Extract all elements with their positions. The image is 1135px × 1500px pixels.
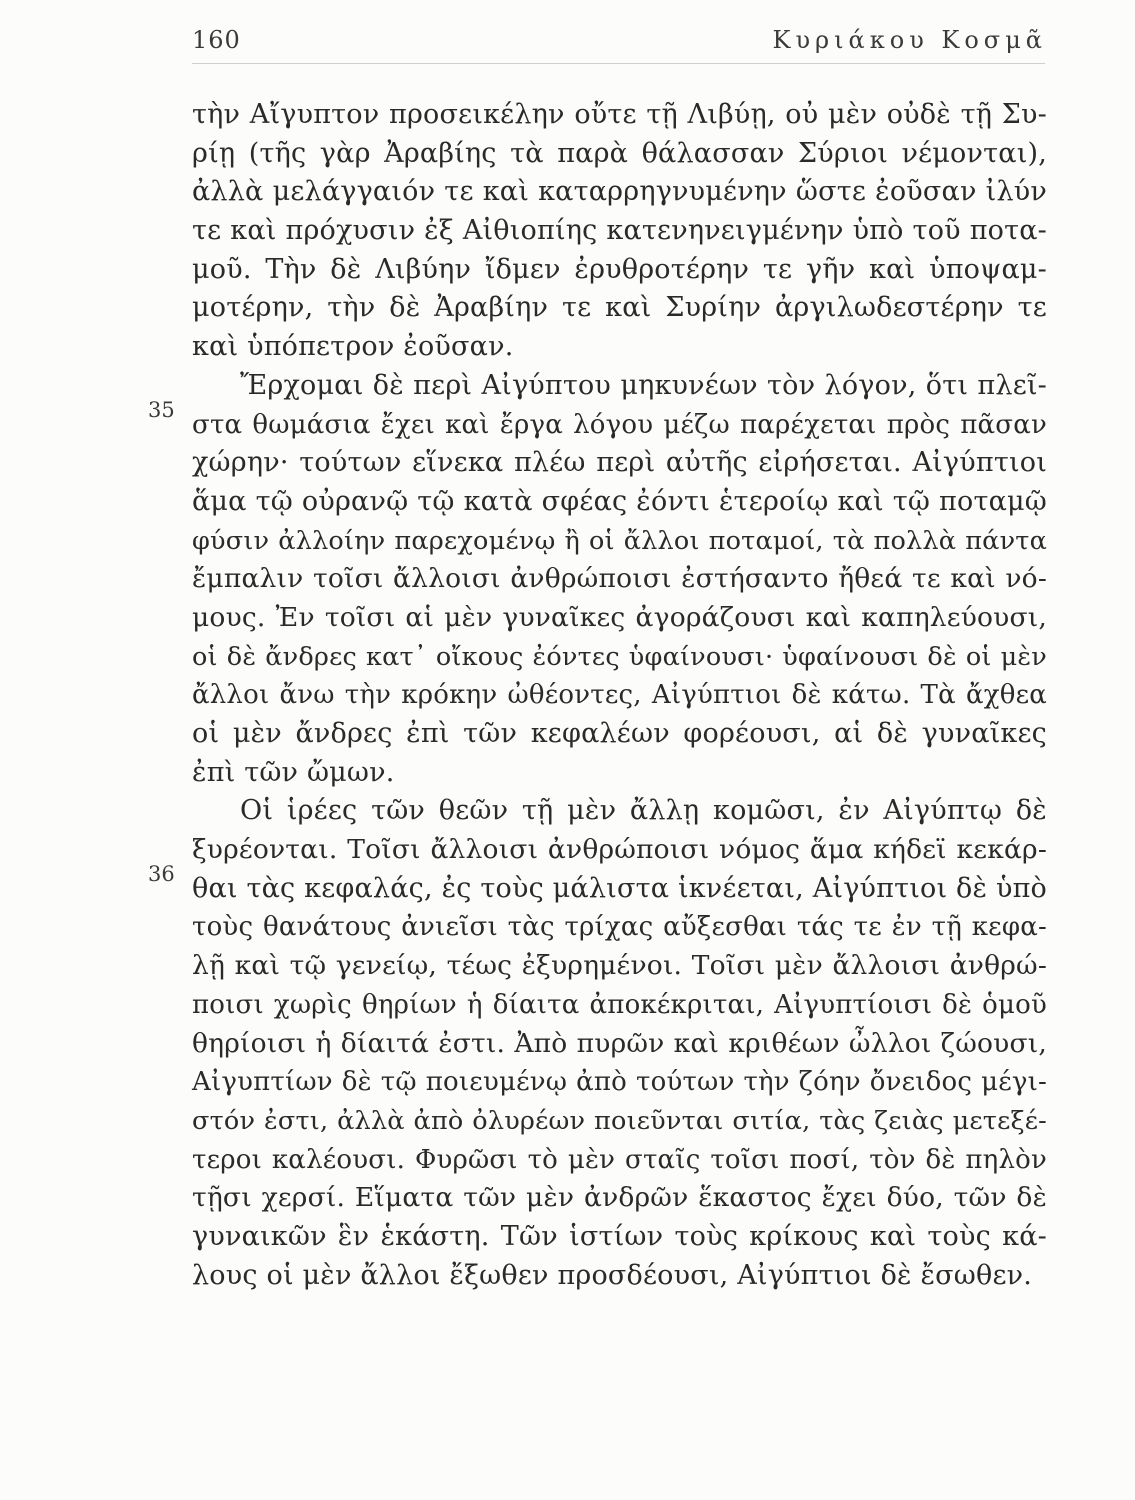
text-line: μοτέρην, τὴν δὲ Ἀραβίην τε καὶ Συρίην ἀργιλωδεστέρην τε [192, 292, 1047, 324]
text-line: ποισι χωρὶς θηρίων ἡ δίαιτα ἀποκέκριται, Αἰγυπτίοισι δὲ ὁμοῦ [192, 989, 1047, 1020]
text-line: γυναικῶν ἓν ἑκάστη. Τῶν ἱστίων τοὺς κρίκους καὶ τοὺς κά- [192, 1220, 1047, 1252]
text-line: τῇσι χερσί. Εἵματα τῶν μὲν ἀνδρῶν ἕκαστος ἔχει δύο, τῶν δὲ [192, 1182, 1047, 1214]
text-line: στόν ἐστι, ἀλλὰ ἀπὸ ὀλυρέων ποιεῦνται σιτία, τὰς ζειὰς μετεξέ- [192, 1105, 1047, 1136]
section-number-35: 35 [148, 398, 175, 422]
text-line: ἅμα τῷ οὐρανῷ τῷ κατὰ σφέας ἐόντι ἑτεροίῳ καὶ τῷ ποταμῷ [192, 485, 1047, 517]
text-line: ἀλλὰ μελάγγαιόν τε καὶ καταρρηγνυμένην ὥστε ἐοῦσαν ἰλύν [192, 176, 1047, 208]
text-line: ρίῃ (τῆς γὰρ Ἀραβίης τὰ παρὰ θάλασσαν Σύριοι νέμονται), [192, 137, 1047, 169]
text-line: μους. Ἐν τοῖσι αἱ μὲν γυναῖκες ἀγοράζουσι καὶ καπηλεύουσι, [192, 601, 1047, 633]
text-line: καὶ ὑπόπετρον ἐοῦσαν. [192, 331, 514, 363]
body-text [192, 96, 1047, 1295]
text-line: Οἱ ἱρέες τῶν θεῶν τῇ μὲν ἄλλῃ κομῶσι, ἐν Αἰγύπτῳ δὲ [240, 795, 1047, 827]
page-number: 160 [192, 26, 241, 54]
text-line: Αἰγυπτίων δὲ τῷ ποιευμένῳ ἀπὸ τούτων τὴν ζόην ὄνειδος μέγι- [192, 1067, 1047, 1098]
section-number-36: 36 [148, 862, 175, 886]
text-line: μοῦ. Τὴν δὲ Λιβύην ἴδμεν ἐρυθροτέρην τε γῆν καὶ ὑποψαμ- [192, 253, 1047, 285]
text-line: ἔμπαλιν τοῖσι ἄλλοισι ἀνθρώποισι ἐστήσαντο ἤθεά τε καὶ νό- [192, 563, 1047, 595]
text-line: ἐπὶ τῶν ὤμων. [192, 756, 395, 788]
running-title: Κυριάκου Κοσμᾶ [772, 26, 1047, 54]
text-line: οἱ δὲ ἄνδρες κατ᾽ οἴκους ἐόντες ὑφαίνουσι· ὑφαίνουσι δὲ οἱ μὲν [192, 641, 1047, 672]
text-line: χώρην· τούτων εἵνεκα πλέω περὶ αὐτῆς εἰρήσεται. Αἰγύπτιοι [192, 447, 1047, 479]
text-line: τὴν Αἴγυπτον προσεικέλην οὔτε τῇ Λιβύῃ, οὐ μὲν οὐδὲ τῇ Συ- [192, 99, 1047, 130]
text-line: λῇ καὶ τῷ γενείῳ, τέως ἐξυρημένοι. Τοῖσι μὲν ἄλλοισι ἀνθρώ- [192, 950, 1047, 982]
text-line: τε καὶ πρόχυσιν ἐξ Αἰθιοπίης κατενηνειγμένην ὑπὸ τοῦ ποτα- [192, 215, 1047, 247]
text-line: στα θωμάσια ἔχει καὶ ἔργα λόγου μέζω παρέχεται πρὸς πᾶσαν [192, 409, 1047, 440]
text-line: λους οἱ μὲν ἄλλοι ἔξωθεν προσδέουσι, Αἰγύπτιοι δὲ ἔσωθεν. [192, 1259, 1033, 1291]
text-line: τεροι καλέουσι. Φυρῶσι τὸ μὲν σταῖς τοῖσι ποσί, τὸν δὲ πηλὸν [192, 1144, 1047, 1175]
text-line: ἄλλοι ἄνω τὴν κρόκην ὠθέοντες, Αἰγύπτιοι δὲ κάτω. Τὰ ἄχθεα [192, 680, 1047, 711]
text-line: θηρίοισι ἡ δίαιτά ἐστι. Ἀπὸ πυρῶν καὶ κριθέων ὦλλοι ζώουσι, [192, 1027, 1047, 1059]
text-line: θαι τὰς κεφαλάς, ἐς τοὺς μάλιστα ἱκνέεται, Αἰγύπτιοι δὲ ὑπὸ [192, 872, 1047, 904]
text-line: τοὺς θανάτους ἀνιεῖσι τὰς τρίχας αὔξεσθαι τάς τε ἐν τῇ κεφα- [192, 912, 1047, 943]
text-line: φύσιν ἀλλοίην παρεχομένῳ ἢ οἱ ἄλλοι ποταμοί, τὰ πολλὰ πάντα [192, 525, 1047, 556]
text-line: οἱ μὲν ἄνδρες ἐπὶ τῶν κεφαλέων φορέουσι, αἱ δὲ γυναῖκες [192, 718, 1047, 749]
running-head [192, 24, 1047, 60]
text-line: ξυρέονται. Τοῖσι ἄλλοισι ἀνθρώποισι νόμος ἅμα κήδεϊ κεκάρ- [192, 834, 1047, 866]
text-line: Ἔρχομαι δὲ περὶ Αἰγύπτου μηκυνέων τὸν λόγον, ὅτι πλεῖ- [240, 369, 1047, 401]
header-divider [192, 63, 1045, 64]
